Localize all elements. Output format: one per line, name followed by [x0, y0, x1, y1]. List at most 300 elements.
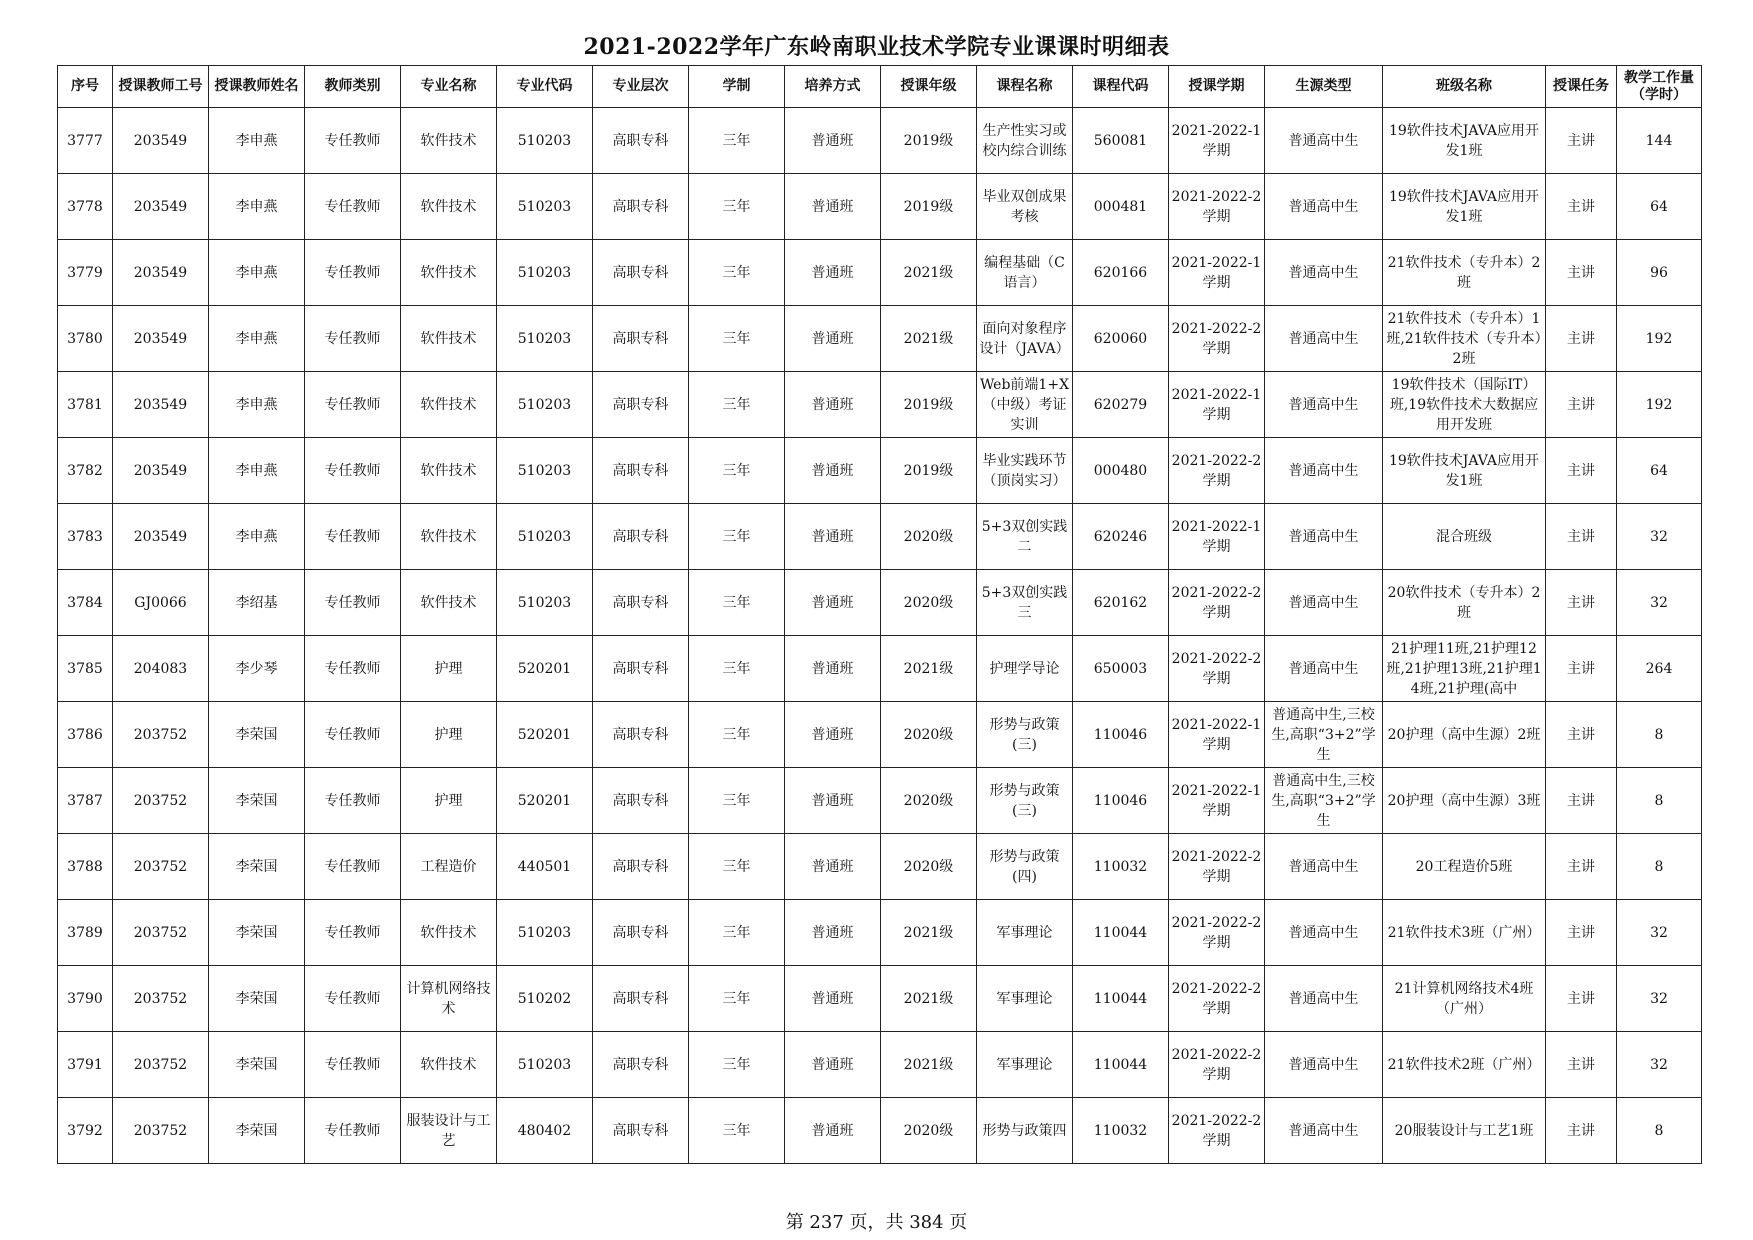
table-cell: [497, 438, 593, 504]
cell-text: 主讲: [1567, 1122, 1595, 1139]
table-cell: [1546, 306, 1617, 372]
table-cell: [785, 900, 881, 966]
table-cell: [209, 504, 305, 570]
table-cell: [1617, 174, 1702, 240]
table-cell: [977, 504, 1073, 570]
cell-text: 20服装设计与工艺1班: [1394, 1122, 1534, 1139]
table-cell: [1383, 768, 1546, 834]
table-cell: [1383, 702, 1546, 768]
cell-text: 护理: [434, 660, 463, 677]
cell-text: 560081: [1093, 132, 1148, 149]
cell-text: 护理: [434, 726, 463, 743]
table-cell: [1073, 702, 1169, 768]
cell-text: 510203: [517, 528, 572, 545]
table-cell: [113, 372, 209, 438]
cell-text: 普通班: [811, 1056, 854, 1073]
cell-text: 李申燕: [235, 198, 278, 215]
table-cell: [305, 636, 401, 702]
cell-text: 普通班: [811, 924, 854, 941]
table-cell: [881, 702, 977, 768]
table-cell: [1265, 504, 1383, 570]
table-cell: [58, 834, 113, 900]
table-row: [58, 438, 1702, 504]
table-cell: [113, 1098, 209, 1164]
cell-text: 2020级: [903, 594, 954, 611]
cell-text: 李申燕: [235, 462, 278, 479]
cell-text: 软件技术: [420, 264, 477, 281]
table-cell: [113, 306, 209, 372]
cell-text: 普通班: [811, 990, 854, 1007]
table-cell: [1383, 834, 1546, 900]
table-cell: [1169, 570, 1265, 636]
table-cell: [785, 108, 881, 174]
column-header: 课程代码: [1073, 66, 1169, 108]
cell-text: 三年: [722, 462, 751, 479]
cell-text: 3787: [67, 792, 103, 809]
table-cell: [1265, 372, 1383, 438]
table-cell: [209, 174, 305, 240]
table-cell: [113, 570, 209, 636]
table-cell: [1546, 570, 1617, 636]
table-cell: [1073, 438, 1169, 504]
cell-text: 高职专科: [612, 264, 669, 281]
table-cell: [497, 240, 593, 306]
table-cell: [305, 504, 401, 570]
table-row: [58, 108, 1702, 174]
table-cell: [305, 438, 401, 504]
cell-text: 203752: [133, 924, 188, 941]
column-header: 教学工作量（学时）: [1617, 66, 1702, 108]
cell-text: 19软件技术（国际IT）班,19软件技术大数据应用开发班: [1389, 376, 1539, 433]
table-cell: [58, 372, 113, 438]
table-cell: [689, 636, 785, 702]
table-cell: [689, 966, 785, 1032]
table-cell: [305, 240, 401, 306]
cell-text: 李荣国: [235, 858, 278, 875]
table-cell: [1265, 1098, 1383, 1164]
cell-text: 主讲: [1567, 858, 1595, 875]
cell-text: 三年: [722, 198, 751, 215]
table-cell: [1073, 900, 1169, 966]
cell-text: 3786: [67, 726, 103, 743]
cell-text: 8: [1654, 858, 1664, 875]
table-cell: [593, 834, 689, 900]
table-cell: [1265, 900, 1383, 966]
cell-text: 主讲: [1567, 396, 1595, 413]
cell-text: 普通班: [811, 132, 854, 149]
table-cell: [881, 636, 977, 702]
cell-text: 普通高中生: [1288, 990, 1359, 1007]
cell-text: 主讲: [1567, 462, 1595, 479]
cell-text: 主讲: [1567, 330, 1595, 347]
cell-text: 专任教师: [324, 132, 381, 149]
table-cell: [1546, 1098, 1617, 1164]
table-cell: [209, 768, 305, 834]
cell-text: 普通高中生: [1288, 462, 1359, 479]
cell-text: 2021-2022-1学期: [1171, 782, 1262, 819]
cell-text: 203549: [133, 396, 188, 413]
cell-text: 软件技术: [420, 924, 477, 941]
cell-text: 三年: [722, 396, 751, 413]
table-cell: [785, 1098, 881, 1164]
table-cell: [1265, 1032, 1383, 1098]
cell-text: 主讲: [1567, 1056, 1595, 1073]
table-cell: [401, 702, 497, 768]
table-cell: [1265, 240, 1383, 306]
cell-text: 毕业实践环节（顶岗实习）: [982, 452, 1067, 489]
table-cell: [113, 174, 209, 240]
table-cell: [881, 834, 977, 900]
cell-text: 21计算机网络技术4班（广州）: [1394, 980, 1534, 1017]
table-cell: [1169, 306, 1265, 372]
cell-text: 2020级: [903, 792, 954, 809]
cell-text: 20软件技术（专升本）2班: [1387, 584, 1541, 621]
table-cell: [401, 108, 497, 174]
table-row: [58, 900, 1702, 966]
table-cell: [977, 636, 1073, 702]
cell-text: 203549: [133, 528, 188, 545]
cell-text: 主讲: [1567, 594, 1595, 611]
table-cell: [401, 1098, 497, 1164]
cell-text: 510203: [517, 330, 572, 347]
cell-text: 普通班: [811, 792, 854, 809]
column-header: 授课教师工号: [113, 66, 209, 108]
table-cell: [1073, 1032, 1169, 1098]
cell-text: 普通高中生: [1288, 330, 1359, 347]
table-cell: [1073, 768, 1169, 834]
table-cell: [497, 372, 593, 438]
table-cell: [1073, 240, 1169, 306]
cell-text: 510202: [517, 990, 572, 1007]
cell-text: 64: [1650, 198, 1668, 215]
cell-text: 主讲: [1567, 660, 1595, 677]
table-cell: [1383, 372, 1546, 438]
table-cell: [881, 174, 977, 240]
table-cell: [593, 306, 689, 372]
table-cell: [401, 636, 497, 702]
table-cell: [881, 108, 977, 174]
cell-text: 620166: [1093, 264, 1148, 281]
table-cell: [1169, 966, 1265, 1032]
cell-text: 李少琴: [235, 660, 278, 677]
cell-text: 普通高中生: [1288, 132, 1359, 149]
cell-text: 203752: [133, 1056, 188, 1073]
cell-text: 形势与政策四: [982, 1122, 1067, 1139]
table-cell: [58, 966, 113, 1032]
cell-text: 军事理论: [996, 924, 1053, 941]
table-cell: [113, 108, 209, 174]
cell-text: 8: [1654, 792, 1664, 809]
cell-text: 高职专科: [612, 792, 669, 809]
cell-text: 203752: [133, 990, 188, 1007]
table-row: [58, 966, 1702, 1032]
table-cell: [497, 702, 593, 768]
table-cell: [785, 174, 881, 240]
table-cell: [785, 834, 881, 900]
table-cell: [58, 1032, 113, 1098]
table-cell: [1265, 768, 1383, 834]
cell-text: 2021级: [903, 924, 954, 941]
cell-text: 2021-2022-2学期: [1171, 980, 1262, 1017]
table-cell: [1546, 108, 1617, 174]
table-cell: [1546, 702, 1617, 768]
table-cell: [1265, 636, 1383, 702]
cell-text: 110032: [1093, 1122, 1148, 1139]
table-cell: [209, 702, 305, 768]
table-cell: [881, 240, 977, 306]
table-cell: [209, 900, 305, 966]
cell-text: 高职专科: [612, 396, 669, 413]
table-cell: [113, 240, 209, 306]
cell-text: 8: [1654, 1122, 1664, 1139]
cell-text: 李申燕: [235, 396, 278, 413]
cell-text: 高职专科: [612, 528, 669, 545]
column-header: 生源类型: [1265, 66, 1383, 108]
table-cell: [881, 372, 977, 438]
column-header: 授课年级: [881, 66, 977, 108]
cell-text: 主讲: [1567, 132, 1595, 149]
table-cell: [977, 1032, 1073, 1098]
table-cell: [689, 174, 785, 240]
cell-text: 2021级: [903, 1056, 954, 1073]
table-cell: [689, 1098, 785, 1164]
table-cell: [209, 240, 305, 306]
table-cell: [401, 834, 497, 900]
cell-text: 护理学导论: [989, 660, 1060, 677]
cell-text: 2020级: [903, 726, 954, 743]
table-cell: [689, 570, 785, 636]
cell-text: 2021-2022-2学期: [1171, 584, 1262, 621]
table-cell: [209, 1098, 305, 1164]
cell-text: 生产性实习或校内综合训练: [982, 122, 1067, 159]
cell-text: 32: [1650, 528, 1668, 545]
table-cell: [1546, 834, 1617, 900]
table-cell: [305, 702, 401, 768]
cell-text: 三年: [722, 726, 751, 743]
table-cell: [497, 1098, 593, 1164]
cell-text: 21软件技术3班（广州）: [1387, 924, 1541, 941]
cell-text: 520201: [517, 660, 572, 677]
cell-text: 3788: [67, 858, 103, 875]
table-cell: [785, 636, 881, 702]
table-cell: [113, 900, 209, 966]
table-cell: [1169, 1032, 1265, 1098]
cell-text: 专任教师: [324, 396, 381, 413]
table-cell: [689, 240, 785, 306]
cell-text: 专任教师: [324, 462, 381, 479]
table-row: [58, 372, 1702, 438]
cell-text: 普通班: [811, 462, 854, 479]
cell-text: 普通高中生: [1288, 1056, 1359, 1073]
cell-text: 工程造价: [420, 858, 477, 875]
cell-text: 203752: [133, 726, 188, 743]
cell-text: 3790: [67, 990, 103, 1007]
cell-text: 三年: [722, 528, 751, 545]
table-cell: [113, 438, 209, 504]
cell-text: 主讲: [1567, 198, 1595, 215]
cell-text: 3781: [67, 396, 103, 413]
column-header: 授课教师姓名: [209, 66, 305, 108]
table-row: [58, 306, 1702, 372]
table-cell: [977, 834, 1073, 900]
cell-text: 203549: [133, 264, 188, 281]
cell-text: 3782: [67, 462, 103, 479]
cell-text: 192: [1645, 396, 1673, 413]
cell-text: 李申燕: [235, 132, 278, 149]
table-cell: [305, 372, 401, 438]
cell-text: 普通高中生: [1288, 396, 1359, 413]
table-cell: [1617, 834, 1702, 900]
cell-text: 110046: [1093, 726, 1148, 743]
cell-text: 32: [1650, 594, 1668, 611]
table-cell: [1546, 636, 1617, 702]
cell-text: 2021级: [903, 990, 954, 1007]
cell-text: 普通班: [811, 858, 854, 875]
cell-text: 主讲: [1567, 990, 1595, 1007]
table-cell: [785, 768, 881, 834]
cell-text: 专任教师: [324, 990, 381, 1007]
cell-text: 普通班: [811, 528, 854, 545]
table-cell: [881, 306, 977, 372]
cell-text: 2019级: [903, 198, 954, 215]
table-cell: [881, 768, 977, 834]
table-cell: [1383, 174, 1546, 240]
cell-text: 高职专科: [612, 924, 669, 941]
table-cell: [689, 1032, 785, 1098]
table-cell: [209, 966, 305, 1032]
table-cell: [1617, 768, 1702, 834]
cell-text: 高职专科: [612, 1056, 669, 1073]
cell-text: 510203: [517, 264, 572, 281]
course-hours-table: [57, 65, 1702, 1164]
cell-text: 软件技术: [420, 132, 477, 149]
cell-text: 110044: [1093, 924, 1148, 941]
table-cell: [401, 438, 497, 504]
table-cell: [209, 1032, 305, 1098]
table-row: [58, 636, 1702, 702]
table-cell: [401, 570, 497, 636]
table-cell: [1546, 504, 1617, 570]
table-cell: [1546, 1032, 1617, 1098]
cell-text: 李申燕: [235, 330, 278, 347]
table-cell: [1265, 834, 1383, 900]
cell-text: 软件技术: [420, 528, 477, 545]
table-cell: [689, 504, 785, 570]
table-cell: [1169, 1098, 1265, 1164]
cell-text: 21护理11班,21护理12班,21护理13班,21护理14班,21护理(高中: [1386, 640, 1542, 697]
cell-text: 李荣国: [235, 924, 278, 941]
cell-text: 21软件技术2班（广州）: [1387, 1056, 1541, 1073]
table-cell: [881, 1032, 977, 1098]
cell-text: 264: [1645, 660, 1673, 677]
table-cell: [1073, 174, 1169, 240]
cell-text: 620279: [1093, 396, 1148, 413]
table-cell: [1617, 372, 1702, 438]
cell-text: 2021级: [903, 264, 954, 281]
cell-text: 21软件技术（专升本）2班: [1387, 254, 1541, 291]
table-cell: [305, 900, 401, 966]
cell-text: 5+3双创实践三: [981, 584, 1068, 621]
cell-text: 5+3双创实践二: [981, 518, 1068, 555]
cell-text: 110032: [1093, 858, 1148, 875]
cell-text: 510203: [517, 462, 572, 479]
table-cell: [1169, 174, 1265, 240]
cell-text: 2021级: [903, 660, 954, 677]
table-cell: [1265, 702, 1383, 768]
cell-text: 形势与政策(四): [989, 848, 1060, 885]
cell-text: 军事理论: [996, 990, 1053, 1007]
table-cell: [58, 306, 113, 372]
table-row: [58, 834, 1702, 900]
table-cell: [209, 372, 305, 438]
cell-text: 专任教师: [324, 198, 381, 215]
table-cell: [689, 834, 785, 900]
table-cell: [497, 504, 593, 570]
cell-text: 软件技术: [420, 594, 477, 611]
cell-text: 高职专科: [612, 990, 669, 1007]
table-cell: [401, 174, 497, 240]
table-cell: [977, 570, 1073, 636]
table-cell: [58, 702, 113, 768]
cell-text: 专任教师: [324, 330, 381, 347]
table-cell: [977, 240, 1073, 306]
table-cell: [1617, 108, 1702, 174]
cell-text: 三年: [722, 1122, 751, 1139]
table-cell: [593, 570, 689, 636]
table-cell: [497, 570, 593, 636]
column-header: 授课任务: [1546, 66, 1617, 108]
table-cell: [58, 504, 113, 570]
table-cell: [593, 504, 689, 570]
table-cell: [1169, 108, 1265, 174]
table-cell: [58, 438, 113, 504]
cell-text: 三年: [722, 990, 751, 1007]
table-cell: [593, 372, 689, 438]
cell-text: 203549: [133, 330, 188, 347]
table-cell: [1265, 570, 1383, 636]
table-cell: [977, 372, 1073, 438]
table-cell: [1169, 636, 1265, 702]
table-cell: [593, 240, 689, 306]
table-cell: [401, 900, 497, 966]
cell-text: 440501: [517, 858, 572, 875]
cell-text: 普通高中生: [1288, 660, 1359, 677]
table-cell: [977, 108, 1073, 174]
cell-text: 520201: [517, 726, 572, 743]
table-cell: [1546, 240, 1617, 306]
cell-text: 510203: [517, 594, 572, 611]
cell-text: 204083: [133, 660, 188, 677]
table-cell: [1073, 306, 1169, 372]
cell-text: 普通班: [811, 1122, 854, 1139]
cell-text: 2021-2022-1学期: [1171, 518, 1262, 555]
cell-text: 2019级: [903, 462, 954, 479]
table-cell: [209, 834, 305, 900]
cell-text: 高职专科: [612, 858, 669, 875]
cell-text: 203549: [133, 462, 188, 479]
cell-text: 三年: [722, 924, 751, 941]
cell-text: 高职专科: [612, 660, 669, 677]
table-cell: [1383, 900, 1546, 966]
table-cell: [209, 570, 305, 636]
table-cell: [305, 306, 401, 372]
cell-text: 203549: [133, 198, 188, 215]
cell-text: 李荣国: [235, 726, 278, 743]
cell-text: 2019级: [903, 132, 954, 149]
cell-text: 2021-2022-2学期: [1171, 452, 1262, 489]
table-cell: [881, 504, 977, 570]
cell-text: 3784: [67, 594, 103, 611]
